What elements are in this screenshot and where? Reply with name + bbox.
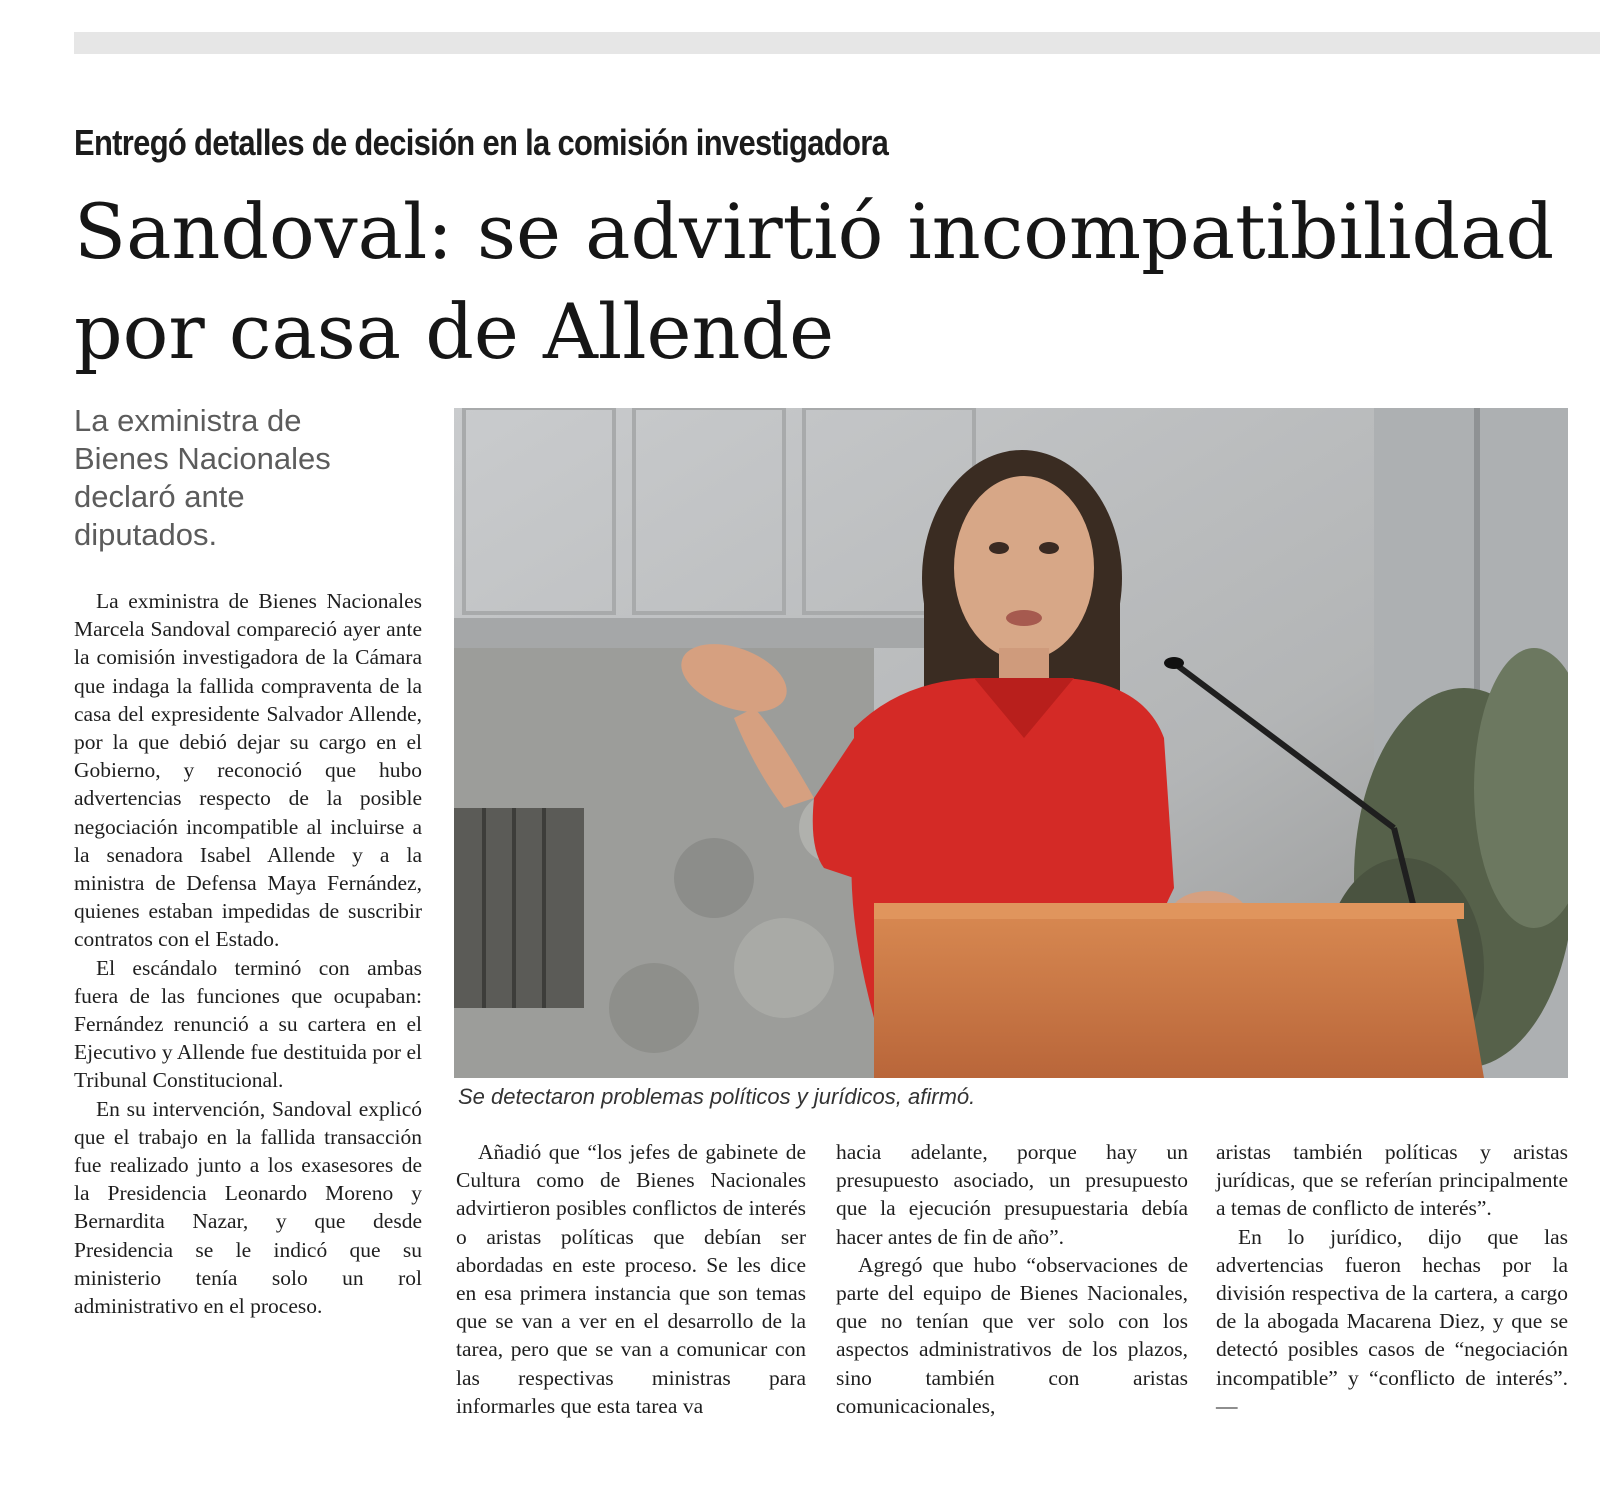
paragraph: El escándalo terminó con ambas fuera de las funciones que ocupaban: Fernández renunció a su cartera en el Ejecutivo y Allende fue destituida por el Tribunal Constitucional. xyxy=(74,955,422,1093)
body-column-1 xyxy=(74,587,422,1320)
body-column-3 xyxy=(836,1138,1188,1420)
kicker: Entregó detalles de decisión en la comisión investigadora xyxy=(74,122,889,163)
paragraph: Agregó que hubo “observaciones de parte del equipo de Bienes Nacionales, que no tenían que ver solo con los aspectos administrativos de los plazos, sino también con aristas comunicacionales, xyxy=(836,1252,1188,1418)
headline-line-2: por casa de Allende xyxy=(74,287,835,376)
deck xyxy=(74,402,414,554)
paragraph: hacia adelante, porque hay un presupuesto asociado, un presupuesto que la ejecución presupuestaria debía hacer antes de fin de año”. xyxy=(836,1140,1188,1249)
photo-illustration xyxy=(454,408,1568,1078)
body-column-4 xyxy=(1216,1138,1568,1420)
paragraph: aristas también políticas y aristas jurídicas, que se referían principalmente a temas de conflicto de interés”. xyxy=(1216,1140,1568,1221)
deck-line: diputados. xyxy=(74,517,218,552)
paragraph: En lo jurídico, dijo que las advertencias fueron hechas por la división respectiva de la cartera, a cargo de la abogada Macarena Diez, y que se detectó posibles casos de “negociación incompatible” y “conflicto de interés”. — xyxy=(1216,1224,1568,1418)
headline-line-1: Sandoval: se advirtió incompatibilidad xyxy=(74,187,1555,276)
deck-line: declaró ante xyxy=(74,479,245,514)
headline xyxy=(74,182,1574,382)
deck-line: Bienes Nacionales xyxy=(74,441,331,476)
top-gray-bar xyxy=(74,32,1600,54)
article-photo xyxy=(454,408,1568,1078)
body-column-2 xyxy=(456,1138,806,1420)
paragraph: Añadió que “los jefes de gabinete de Cultura como de Bienes Nacionales advirtieron posibles conflictos de interés o aristas políticas que debían ser abordadas en este proceso. Se les dice en esa primera instancia que son temas que se van a ver en el desarrollo de la tarea, pero que se van a comunicar con las respectivas ministras para informarles que esta tarea va xyxy=(456,1140,806,1418)
deck-line: La exministra de xyxy=(74,403,302,438)
paragraph: La exministra de Bienes Nacionales Marcela Sandoval compareció ayer ante la comisión investigadora de la Cámara que indaga la fallida compraventa de la casa del expresidente Salvador Allende, por la que debió dejar su cargo en el Gobierno, y reconoció que hubo advertencias respecto de la posible negociación incompatible al incluirse a la senadora Isabel Allende y a la ministra de Defensa Maya Fernández, quienes estaban impedidas de suscribir contratos con el Estado. xyxy=(74,589,422,952)
paragraph: En su intervención, Sandoval explicó que el trabajo en la fallida transacción fue realizado junto a los exasesores de la Presidencia Leonardo Moreno y Bernardita Nazar, y que desde Presidencia se le indicó que su ministerio tenía solo un rol administrativo en el proceso. xyxy=(74,1096,422,1319)
photo-caption: Se detectaron problemas políticos y jurídicos, afirmó. xyxy=(458,1084,976,1109)
